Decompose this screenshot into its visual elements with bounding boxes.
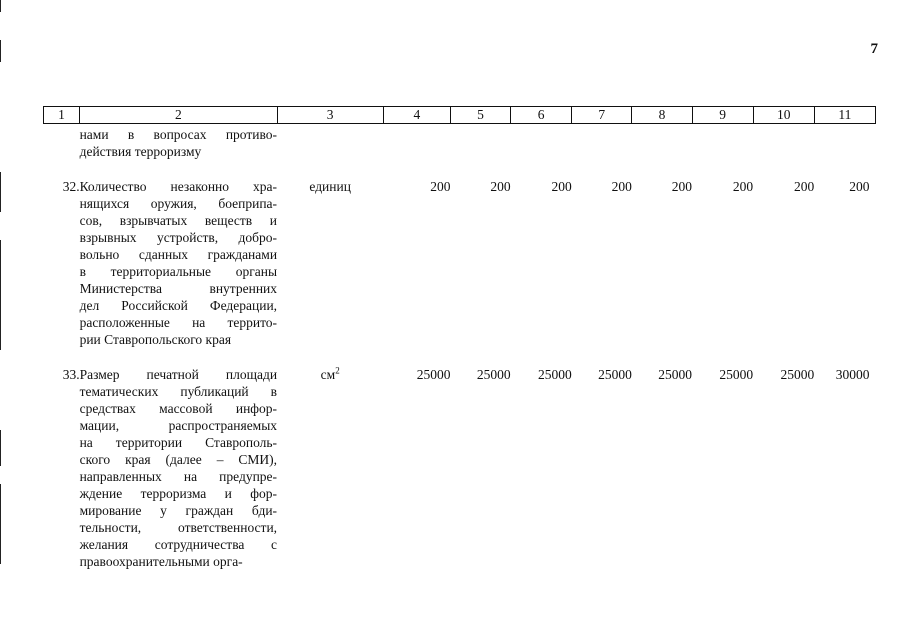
name-line: рии Ставропольского края [79, 332, 232, 347]
value-cell: 200 [849, 179, 870, 194]
value-cell: 200 [671, 179, 693, 194]
name-line: желания сотрудничества с [79, 537, 278, 552]
name-line: на территории Ставрополь- [79, 435, 278, 450]
name-line: Количество незаконно хра- [79, 179, 278, 194]
column-header: 1 [44, 107, 80, 124]
table-row [44, 178, 876, 348]
scan-margin-mark [0, 0, 1, 12]
indicator-name [80, 178, 277, 348]
scan-margin-mark [0, 430, 1, 466]
value-cell: 25000 [598, 367, 632, 382]
name-line: ского края (далее – СМИ), [79, 452, 278, 467]
name-line: расположенные на террито- [79, 315, 278, 330]
name-line: тематических публикаций в [79, 384, 278, 399]
column-header: 5 [450, 107, 510, 124]
unit-cell [277, 178, 383, 348]
name-line: нами в вопросах противо- [79, 127, 278, 142]
column-header: 10 [753, 107, 814, 124]
column-header: 9 [692, 107, 753, 124]
scan-margin-mark [0, 172, 1, 212]
value-cell: 200 [732, 179, 754, 194]
name-line: в территориальные органы [79, 264, 278, 279]
column-header: 7 [572, 107, 632, 124]
value-cell: 25000 [537, 367, 572, 382]
page-number: 7 [870, 41, 878, 57]
table-header-row [44, 107, 876, 124]
name-line: действия терроризму [79, 144, 202, 159]
row-number: 32. [62, 179, 80, 194]
column-header: 2 [80, 107, 277, 124]
name-line: сов, взрывчатых веществ и [79, 213, 278, 228]
value-cell: 200 [490, 179, 511, 194]
name-line: Министерства внутренних [79, 281, 278, 296]
column-header: 3 [277, 107, 383, 124]
column-header: 4 [383, 107, 450, 124]
table-row-continuation [44, 124, 876, 161]
indicator-name [80, 366, 277, 570]
scan-margin-mark [0, 484, 1, 564]
column-header: 11 [814, 107, 875, 124]
indicator-name [80, 124, 277, 161]
name-line: вольно сданных гражданами [79, 247, 278, 262]
value-cell: 200 [430, 179, 451, 194]
name-line: нящихся оружия, боеприпа- [79, 196, 278, 211]
name-line: Размер печатной площади [79, 367, 278, 382]
value-cell: 200 [551, 179, 572, 194]
column-header: 6 [511, 107, 572, 124]
scan-margin-mark [0, 40, 1, 62]
name-line: ждение терроризма и фор- [79, 486, 278, 501]
unit-superscript: 2 [335, 365, 340, 376]
name-line: направленных на предупре- [79, 469, 278, 484]
name-line: взрывных устройств, добро- [79, 230, 278, 245]
name-line: правоохранительными орга- [79, 554, 243, 569]
name-line: мации, распространяемых [79, 418, 278, 433]
value-cell: 25000 [719, 367, 754, 382]
table-row [44, 366, 876, 570]
name-line: дел Российской Федерации, [79, 298, 278, 313]
unit-cell [277, 366, 383, 570]
indicators-table [43, 106, 876, 570]
unit-text: см [320, 367, 336, 382]
column-header: 8 [632, 107, 692, 124]
name-line: тельности, ответственности, [79, 520, 278, 535]
name-line: мирование у граждан бди- [79, 503, 278, 518]
unit-text: единиц [309, 179, 351, 194]
value-cell: 200 [611, 179, 632, 194]
value-cell: 25000 [416, 367, 451, 382]
name-line: средствах массовой инфор- [79, 401, 278, 416]
value-cell: 25000 [780, 367, 815, 382]
value-cell: 25000 [476, 367, 511, 382]
scan-margin-mark [0, 240, 1, 350]
value-cell: 200 [794, 179, 815, 194]
row-number: 33. [62, 367, 80, 382]
value-cell: 30000 [835, 367, 870, 382]
value-cell: 25000 [658, 367, 693, 382]
